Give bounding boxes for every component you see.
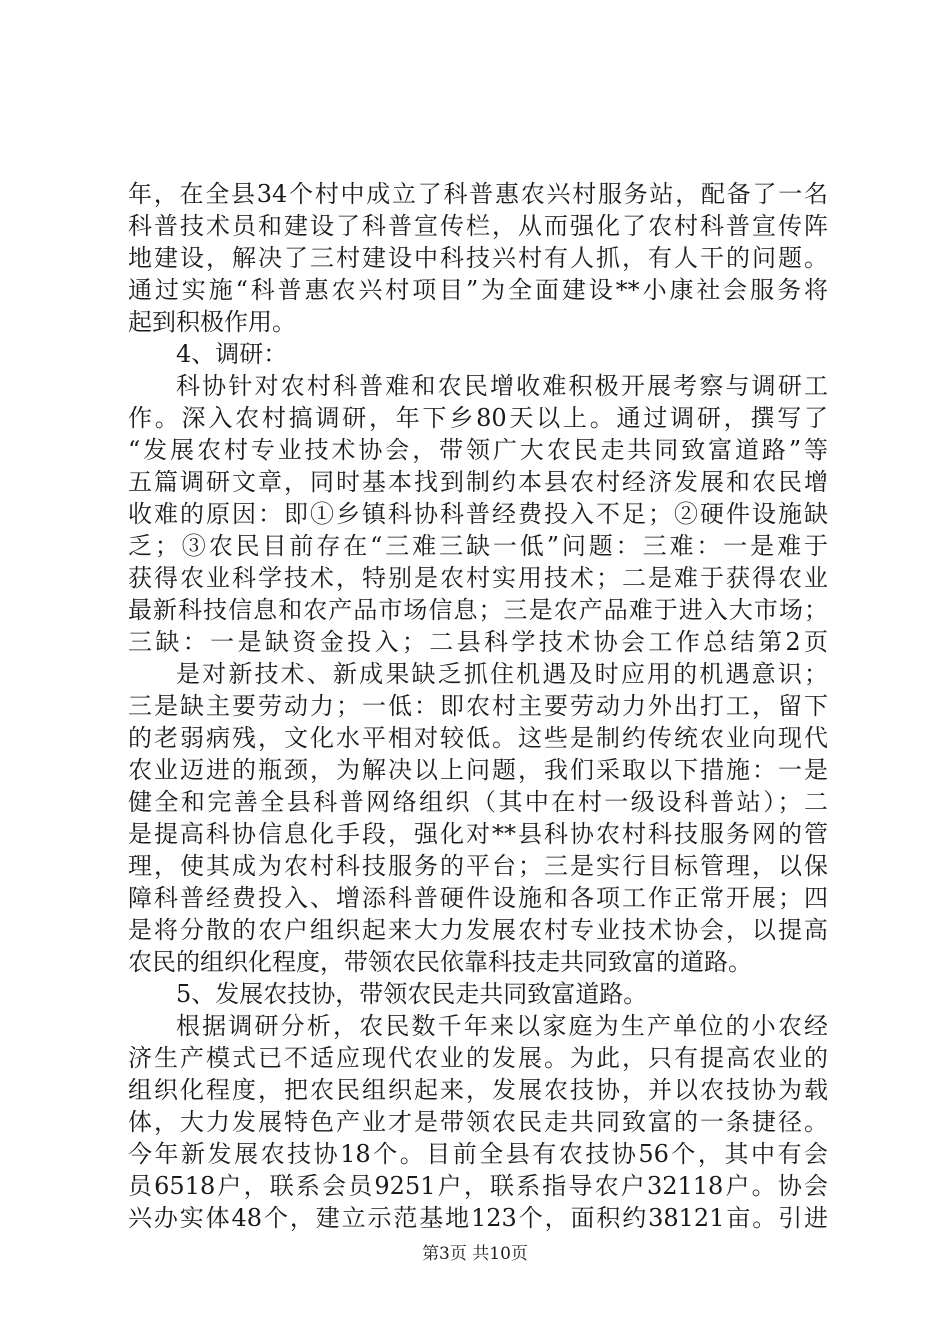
text-line: 作。深入农村搞调研，年下乡80天以上。通过调研，撰写了	[128, 404, 828, 432]
text-line: 今年新发展农技协18个。目前全县有农技协56个，其中有会	[128, 1140, 828, 1168]
text-line: 农业迈进的瓶颈，为解决以上问题，我们采取以下措施：一是	[128, 756, 828, 784]
text-line: 济生产模式已不适应现代农业的发展。为此，只有提高农业的	[128, 1044, 828, 1072]
text-line: 是对新技术、新成果缺乏抓住机遇及时应用的机遇意识；	[176, 660, 828, 688]
text-line: 通过实施“科普惠农兴村项目”为全面建设**小康社会服务将	[128, 276, 828, 304]
text-line: 三是缺主要劳动力；一低：即农村主要劳动力外出打工，留下	[128, 692, 828, 720]
text-line: 的老弱病残，文化水平相对较低。这些是制约传统农业向现代	[128, 724, 828, 752]
body-text	[128, 178, 828, 1234]
text-line: 组织化程度，把农民组织起来，发展农技协，并以农技协为载	[128, 1076, 828, 1104]
text-line: 三缺：一是缺资金投入；二县科学技术协会工作总结第2页	[128, 628, 828, 656]
text-line: 起到积极作用。	[128, 308, 296, 336]
text-line: 是提高科协信息化手段，强化对**县科协农村科技服务网的管	[128, 820, 828, 848]
text-line: 获得农业科学技术，特别是农村实用技术；二是难于获得农业	[128, 564, 828, 592]
text-line: 是将分散的农户组织起来大力发展农村专业技术协会，以提高	[128, 916, 828, 944]
text-line: 地建设，解决了三村建设中科技兴村有人抓，有人干的问题。	[128, 244, 828, 272]
text-line: 科普技术员和建设了科普宣传栏，从而强化了农村科普宣传阵	[128, 212, 828, 240]
text-line: 健全和完善全县科普网络组织（其中在村一级设科普站）；二	[128, 788, 828, 816]
text-line: 理，使其成为农村科技服务的平台；三是实行目标管理，以保	[128, 852, 828, 880]
text-line: 乏；③农民目前存在“三难三缺一低”问题：三难：一是难于	[128, 532, 828, 560]
text-line: 年，在全县34个村中成立了科普惠农兴村服务站，配备了一名	[128, 180, 828, 208]
section-heading: 5、发展农技协，带领农民走共同致富道路。	[176, 980, 648, 1008]
page-number-footer: 第3页 共10页	[422, 1244, 528, 1264]
text-line: 农民的组织化程度，带领农民依靠科技走共同致富的道路。	[128, 948, 752, 976]
text-line: 五篇调研文章，同时基本找到制约本县农村经济发展和农民增	[128, 468, 828, 496]
text-line: 科协针对农村科普难和农民增收难积极开展考察与调研工	[176, 372, 828, 400]
text-line: 兴办实体48个，建立示范基地123个，面积约38121亩。引进	[128, 1204, 828, 1232]
text-line: 员6518户，联系会员9251户，联系指导农户32118户。协会	[128, 1172, 828, 1200]
text-line: 体，大力发展特色产业才是带领农民走共同致富的一条捷径。	[128, 1108, 828, 1136]
text-line: “发展农村专业技术协会，带领广大农民走共同致富道路”等	[128, 436, 828, 464]
text-line: 最新科技信息和农产品市场信息；三是农产品难于进入大市场；	[128, 596, 828, 624]
text-line: 收难的原因：即①乡镇科协科普经费投入不足；②硬件设施缺	[128, 500, 828, 528]
text-line: 根据调研分析，农民数千年来以家庭为生产单位的小农经	[176, 1012, 828, 1040]
section-heading: 4、调研：	[176, 340, 288, 368]
text-line: 障科普经费投入、增添科普硬件设施和各项工作正常开展；四	[128, 884, 828, 912]
